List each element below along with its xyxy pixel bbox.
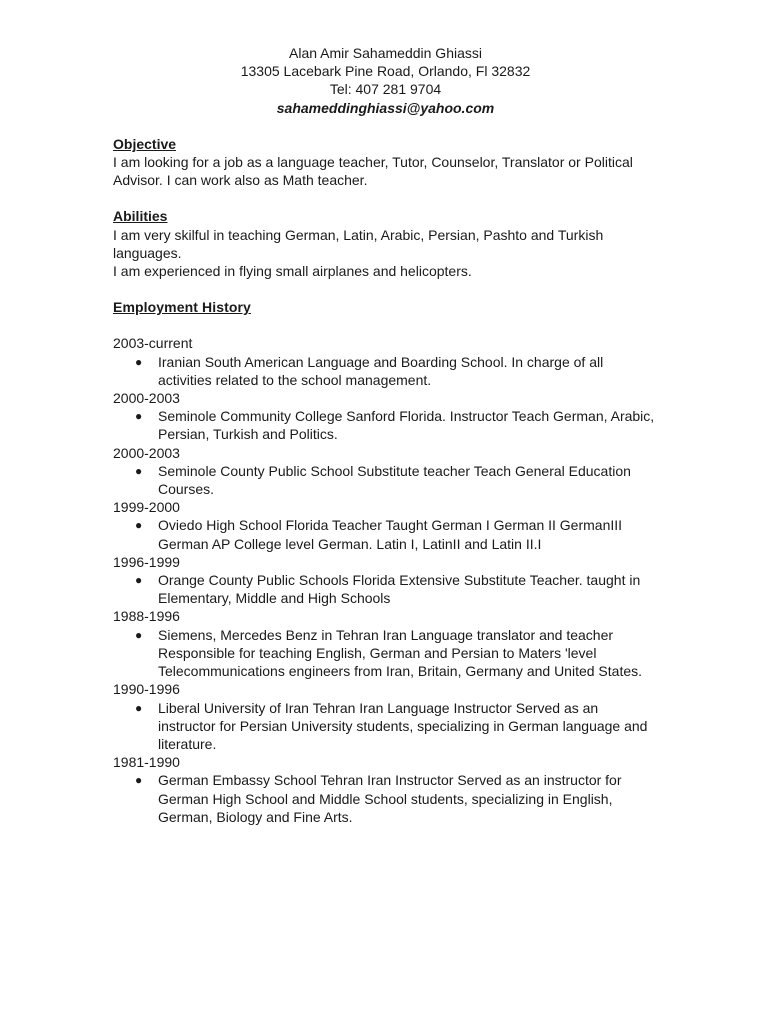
abilities-flying: I am experienced in flying small airplanes and helicopters. bbox=[113, 263, 472, 280]
employment-description: Liberal University of Iran Tehran Iran Language Instructor Served as an instructor for Persian University students, specializing in German language and literature. bbox=[158, 699, 648, 752]
applicant-phone: Tel: 407 281 9704 bbox=[329, 81, 442, 98]
employment-entry bbox=[113, 607, 658, 680]
employment-entry bbox=[113, 498, 658, 553]
list-item bbox=[113, 699, 658, 754]
employment-period: 2000-2003 bbox=[113, 444, 180, 461]
list-item bbox=[113, 353, 658, 389]
employment-description: German Embassy School Tehran Iran Instructor Served as an instructor for German High School and Middle School students, specializing in English, German, Biology and Fine Arts. bbox=[158, 772, 622, 825]
employment-entry bbox=[113, 334, 658, 389]
applicant-name: Alan Amir Sahameddin Ghiassi bbox=[289, 45, 482, 61]
bullet-icon: ● bbox=[135, 700, 143, 715]
employment-description: Oviedo High School Florida Teacher Taught German I German II GermanIII German AP College level German. Latin I, LatinII and Latin II.I bbox=[158, 517, 623, 552]
employment-heading: Employment History bbox=[113, 299, 251, 316]
list-item bbox=[113, 571, 658, 607]
employment-period: 1988-1996 bbox=[113, 608, 180, 625]
objective-heading: Objective bbox=[113, 135, 177, 152]
resume-header bbox=[113, 44, 658, 117]
bullet-icon: ● bbox=[135, 409, 143, 424]
employment-period: 2000-2003 bbox=[113, 390, 180, 407]
employment-entry bbox=[113, 680, 658, 753]
employment-period: 2003-current bbox=[113, 335, 193, 352]
employment-description: Seminole County Public School Substitute teacher Teach General Education Courses. bbox=[158, 462, 631, 498]
list-item bbox=[113, 462, 658, 498]
employment-entry bbox=[113, 389, 658, 444]
applicant-address: 13305 Lacebark Pine Road, Orlando, Fl 32832 bbox=[240, 63, 531, 80]
employment-description: Seminole Community College Sanford Florida. Instructor Teach German, Arabic, Persian, Turkish and Politics. bbox=[158, 408, 655, 443]
objective-text: I am looking for a job as a language teacher, Tutor, Counselor, Translator or Political Advisor. I can work also as Math teacher. bbox=[113, 154, 633, 189]
employment-list bbox=[113, 334, 658, 825]
resume-page bbox=[113, 44, 658, 826]
employment-period: 1981-1990 bbox=[113, 754, 180, 771]
bullet-icon: ● bbox=[135, 773, 143, 788]
employment-period: 1996-1999 bbox=[113, 553, 180, 570]
employment-entry bbox=[113, 444, 658, 499]
list-item bbox=[113, 626, 658, 681]
bullet-icon: ● bbox=[135, 573, 143, 588]
employment-period: 1999-2000 bbox=[113, 499, 180, 516]
employment-entry bbox=[113, 753, 658, 826]
bullet-icon: ● bbox=[135, 354, 143, 369]
bullet-icon: ● bbox=[135, 627, 143, 642]
employment-description: Iranian South American Language and Boarding School. In charge of all activities related to the school management. bbox=[158, 353, 604, 388]
bullet-icon: ● bbox=[135, 518, 143, 533]
abilities-heading: Abilities bbox=[113, 208, 168, 225]
list-item bbox=[113, 516, 658, 552]
list-item bbox=[113, 407, 658, 443]
applicant-email: sahameddinghiassi@yahoo.com bbox=[276, 99, 495, 116]
abilities-languages: I am very skilful in teaching German, Latin, Arabic, Persian, Pashto and Turkish languages. bbox=[113, 226, 604, 261]
employment-description: Siemens, Mercedes Benz in Tehran Iran Language translator and teacher Responsible for teaching English, German and Persian to Maters 'level Telecommunications engineers from Iran, Britain, Germany and United States. bbox=[158, 626, 643, 680]
list-item bbox=[113, 771, 658, 826]
employment-entry bbox=[113, 553, 658, 608]
employment-description: Orange County Public Schools Florida Extensive Substitute Teacher. taught in Elementary, Middle and High Schools bbox=[158, 572, 641, 607]
bullet-icon: ● bbox=[135, 463, 143, 478]
employment-period: 1990-1996 bbox=[113, 681, 180, 698]
